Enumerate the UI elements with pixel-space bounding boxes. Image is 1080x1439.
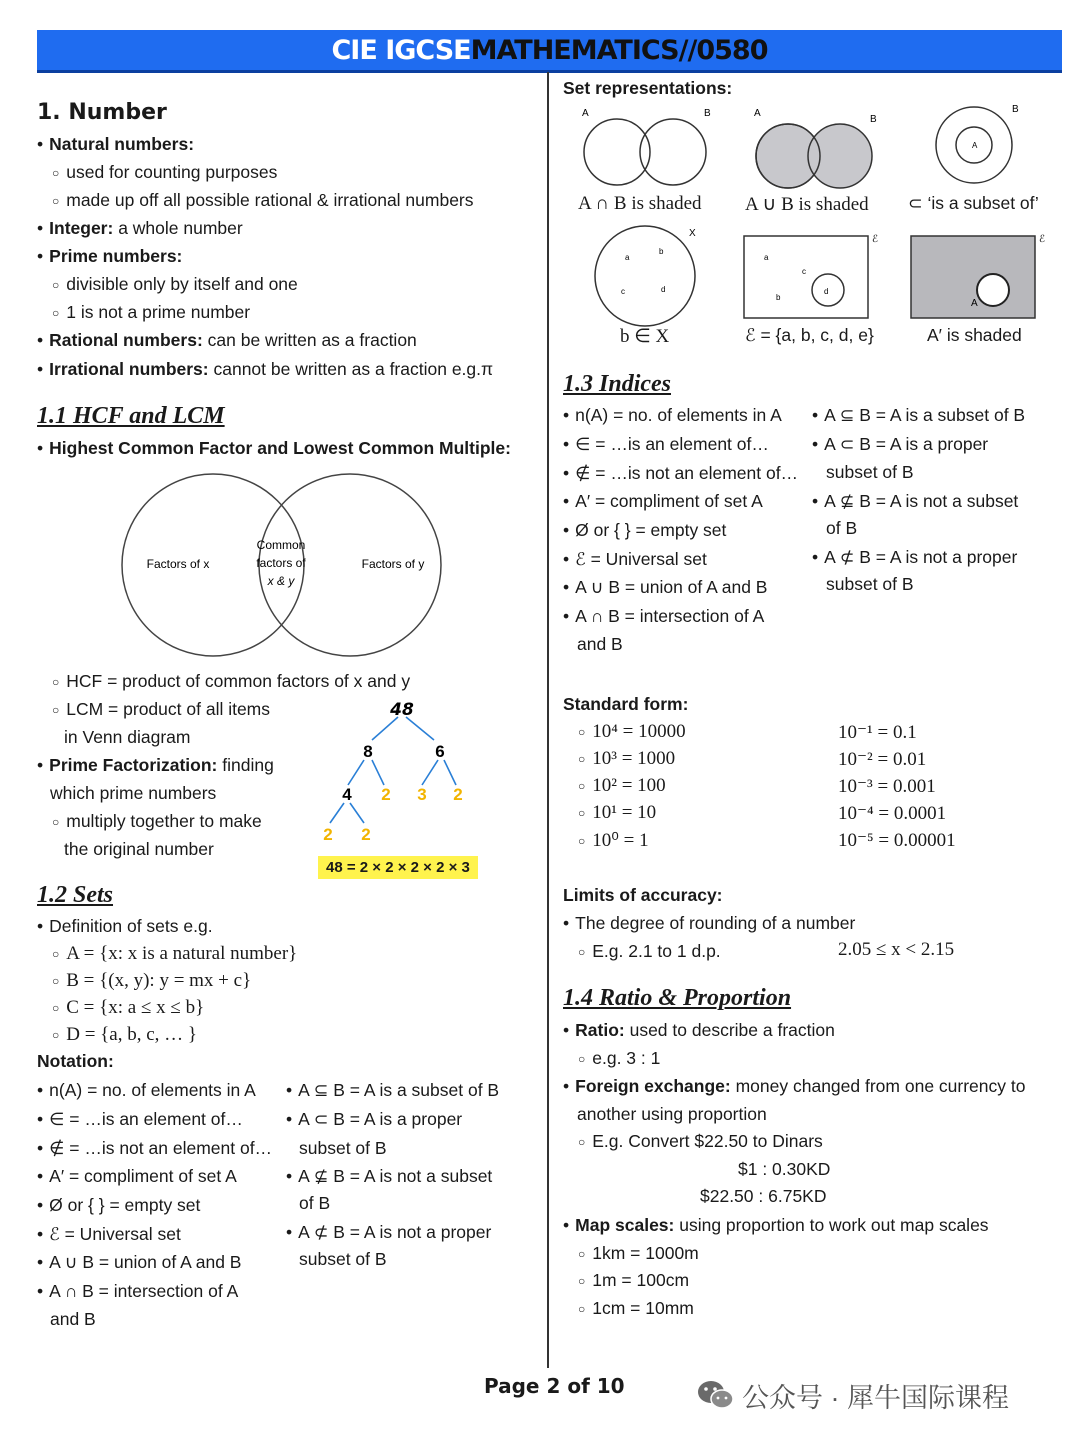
indices-left-7: • A ∩ B = intersection of A — [563, 606, 764, 627]
venn-mid-label-2: factors of — [256, 556, 306, 570]
sf-pos-4: ○ 10⁰ = 1 — [578, 829, 649, 852]
notation-right-3: • A ⊈ B = A is not a subset — [286, 1166, 492, 1187]
indices-left-6: • A ∪ B = union of A and B — [563, 577, 767, 598]
indices-left-1: • ∈ = …is an element of… — [563, 434, 769, 455]
page-number: Page 2 of 10 — [484, 1374, 625, 1398]
tree-3: 3 — [417, 785, 427, 804]
diagram-element-point-b: b — [659, 247, 664, 256]
sets-definition: • Definition of sets e.g. — [37, 916, 213, 937]
notation-right-0: • A ⊆ B = A is a subset of B — [286, 1080, 499, 1101]
diagram-complement-label-a: A — [971, 298, 978, 309]
sf-pos-1: ○ 10³ = 1000 — [578, 748, 675, 770]
sf-neg-0: 10⁻¹ = 0.1 — [838, 722, 917, 743]
diagram-universal-point-a: a — [764, 253, 769, 262]
notation-left-4: • Ø or { } = empty set — [37, 1195, 200, 1216]
tree-48: 48 — [390, 700, 414, 720]
diagram-subset-label-b: B — [1012, 104, 1019, 115]
map-scale-3: ○ 1cm = 10mm — [578, 1298, 694, 1319]
accuracy-example: ○ E.g. 2.1 to 1 d.p. — [578, 941, 721, 962]
notation-left-6: • A ∪ B = union of A and B — [37, 1252, 241, 1273]
prime-sub-1: ○ divisible only by itself and one — [52, 274, 298, 295]
wechat-icon — [696, 1378, 736, 1412]
notation-left-5: • ℰ = Universal set — [37, 1224, 181, 1245]
tree-result-highlight: 48 = 2 × 2 × 2 × 2 × 3 — [318, 856, 478, 879]
caption-subset: ⊂ ‘is a subset of’ — [908, 193, 1039, 213]
irrational-item: • Irrational numbers: cannot be written as a fraction e.g.π — [37, 359, 493, 380]
set-d-definition: ○ D = {a, b, c, … } — [52, 1024, 197, 1046]
diagram-universal-point-b: b — [776, 293, 781, 302]
notation-title: Notation: — [37, 1051, 114, 1071]
integer-item: • Integer: a whole number — [37, 218, 243, 239]
venn-mid-label-1: Common — [256, 538, 306, 552]
notation-right-4: of B — [299, 1193, 331, 1213]
ratio-item: • Ratio: used to describe a fraction — [563, 1020, 835, 1041]
notation-left-7: • A ∩ B = intersection of A — [37, 1281, 238, 1302]
indices-right-0: • A ⊆ B = A is a subset of B — [812, 405, 1025, 426]
tree-4: 4 — [342, 785, 352, 804]
hcf-venn-diagram — [110, 460, 455, 670]
caption-element: b ∈ X — [620, 326, 670, 347]
natural-numbers-item: • Natural numbers: — [37, 134, 194, 155]
hcf-line: ○ HCF = product of common factors of x and y — [52, 671, 410, 692]
diagram-intersection — [570, 100, 720, 195]
fx-line-2: another using proportion — [577, 1104, 767, 1124]
indices-right-1: • A ⊂ B = A is a proper — [812, 434, 988, 455]
tree-2c: 2 — [323, 825, 333, 844]
diagram-universal-point-d: d — [824, 287, 829, 296]
rational-item: • Rational numbers: can be written as a fraction — [37, 330, 417, 351]
sf-neg-1: 10⁻² = 0.01 — [838, 749, 927, 770]
diagram-universal-point-c: c — [802, 267, 806, 276]
sf-neg-2: 10⁻³ = 0.001 — [838, 776, 936, 797]
pf-sub-1: ○ multiply together to make — [52, 811, 262, 832]
sf-neg-4: 10⁻⁵ = 0.00001 — [838, 830, 956, 851]
diagram-subset-label-a: A — [972, 141, 978, 150]
tree-8: 8 — [363, 742, 373, 761]
pf-line-2: which prime numbers — [50, 783, 217, 803]
watermark-text: 公众号 · 犀牛国际课程 — [742, 1383, 1009, 1413]
set-representations-title: Set representations: — [563, 78, 733, 98]
diagram-element-label-x: X — [689, 228, 696, 239]
diagram-subset — [920, 98, 1030, 193]
diagram-union-label-b: B — [870, 114, 877, 125]
set-c-definition: ○ C = {x: a ≤ x ≤ b} — [52, 997, 204, 1019]
venn-mid-label-3: x & y — [267, 574, 295, 588]
foreign-exchange-item: • Foreign exchange: money changed from one currency to — [563, 1076, 1025, 1097]
sf-pos-3: ○ 10¹ = 10 — [578, 802, 656, 824]
diagram-union — [742, 100, 892, 195]
set-a-definition: ○ A = {x: x is a natural number} — [52, 943, 297, 965]
standard-form-title: Standard form: — [563, 694, 689, 714]
pf-sub-2: the original number — [64, 839, 214, 859]
diagram-intersection-label-a: A — [582, 108, 589, 119]
caption-universal: ℰ = {a, b, c, d, e} — [745, 325, 874, 345]
sf-neg-3: 10⁻⁴ = 0.0001 — [838, 803, 947, 824]
factor-tree — [310, 695, 485, 850]
notation-right-5: • A ⊄ B = A is not a proper — [286, 1222, 491, 1243]
banner-subject: MATHEMATICS//0580 — [470, 34, 768, 66]
diagram-complement-label-e: ℰ — [1039, 234, 1046, 245]
map-scales-item: • Map scales: using proportion to work out map scales — [563, 1215, 989, 1236]
indices-left-3: • A′ = compliment of set A — [563, 491, 763, 512]
sf-pos-2: ○ 10² = 100 — [578, 775, 666, 797]
map-scale-1: ○ 1km = 1000m — [578, 1243, 699, 1264]
caption-complement: A′ is shaded — [927, 325, 1022, 345]
indices-left-0: • n(A) = no. of elements in A — [563, 405, 782, 426]
indices-right-3: • A ⊈ B = A is not a subset — [812, 491, 1018, 512]
accuracy-line: • The degree of rounding of a number — [563, 913, 855, 934]
accuracy-title: Limits of accuracy: — [563, 885, 723, 905]
tree-2b: 2 — [453, 785, 463, 804]
column-divider — [547, 72, 549, 1368]
indices-right-5: • A ⊄ B = A is not a proper — [812, 547, 1017, 568]
notation-right-6: subset of B — [299, 1249, 387, 1269]
natural-sub-2: ○ made up off all possible rational & irrational numbers — [52, 190, 474, 211]
lcm-line-1: ○ LCM = product of all items — [52, 699, 270, 720]
set-b-definition: ○ B = {(x, y): y = mx + c} — [52, 970, 251, 992]
diagram-element-point-d: d — [661, 285, 666, 294]
notation-left-2: • ∉ = …is not an element of… — [37, 1138, 272, 1159]
ratio-example: ○ e.g. 3 : 1 — [578, 1048, 660, 1069]
diagram-element — [585, 222, 705, 327]
diagram-element-point-a: a — [625, 253, 630, 262]
section-number-title: 1. Number — [37, 100, 167, 125]
indices-left-2: • ∉ = …is not an element of… — [563, 463, 798, 484]
diagram-universal-label-e: ℰ — [872, 234, 879, 245]
header-banner — [37, 30, 1062, 73]
tree-6: 6 — [435, 742, 445, 761]
indices-right-2: subset of B — [826, 462, 914, 482]
sf-pos-0: ○ 10⁴ = 10000 — [578, 721, 686, 743]
notation-left-1: • ∈ = …is an element of… — [37, 1109, 243, 1130]
indices-left-5: • ℰ = Universal set — [563, 549, 707, 570]
section-sets-title: 1.2 Sets — [37, 882, 114, 908]
prime-numbers-item: • Prime numbers: — [37, 246, 182, 267]
prime-factorization-item: • Prime Factorization: finding — [37, 755, 274, 776]
banner-course: CIE IGCSE — [331, 34, 471, 66]
diagram-universal — [742, 232, 882, 322]
notation-right-1: • A ⊂ B = A is a proper — [286, 1109, 462, 1130]
diagram-element-point-c: c — [621, 287, 625, 296]
venn-left-label: Factors of x — [146, 557, 210, 571]
section-ratio-title: 1.4 Ratio & Proportion — [563, 985, 792, 1011]
hcf-heading: • Highest Common Factor and Lowest Common Multiple: — [37, 438, 511, 459]
prime-sub-2: ○ 1 is not a prime number — [52, 302, 250, 323]
caption-intersection: A ∩ B is shaded — [578, 193, 702, 214]
notation-left-3: • A′ = compliment of set A — [37, 1166, 237, 1187]
tree-2d: 2 — [361, 825, 371, 844]
indices-right-4: of B — [826, 518, 858, 538]
lcm-line-2: in Venn diagram — [64, 727, 191, 747]
diagram-union-label-a: A — [754, 108, 761, 119]
fx-rate-2: $22.50 : 6.75KD — [700, 1186, 827, 1206]
indices-right-6: subset of B — [826, 574, 914, 594]
indices-left-8: and B — [577, 634, 623, 654]
diagram-complement — [908, 232, 1048, 322]
fx-rate-1: $1 : 0.30KD — [738, 1159, 831, 1179]
notation-left-8: and B — [50, 1309, 96, 1329]
natural-sub-1: ○ used for counting purposes — [52, 162, 277, 183]
notation-left-0: • n(A) = no. of elements in A — [37, 1080, 256, 1101]
tree-2a: 2 — [381, 785, 391, 804]
map-scale-2: ○ 1m = 100cm — [578, 1270, 689, 1291]
venn-right-label: Factors of y — [361, 557, 425, 571]
fx-example: ○ E.g. Convert $22.50 to Dinars — [578, 1131, 823, 1152]
section-hcf-title: 1.1 HCF and LCM — [37, 403, 225, 429]
caption-union: A ∪ B is shaded — [745, 194, 869, 215]
section-indices-title: 1.3 Indices — [563, 371, 671, 397]
indices-left-4: • Ø or { } = empty set — [563, 520, 726, 541]
notation-right-2: subset of B — [299, 1138, 387, 1158]
diagram-intersection-label-b: B — [704, 108, 711, 119]
accuracy-range: 2.05 ≤ x < 2.15 — [838, 939, 955, 960]
